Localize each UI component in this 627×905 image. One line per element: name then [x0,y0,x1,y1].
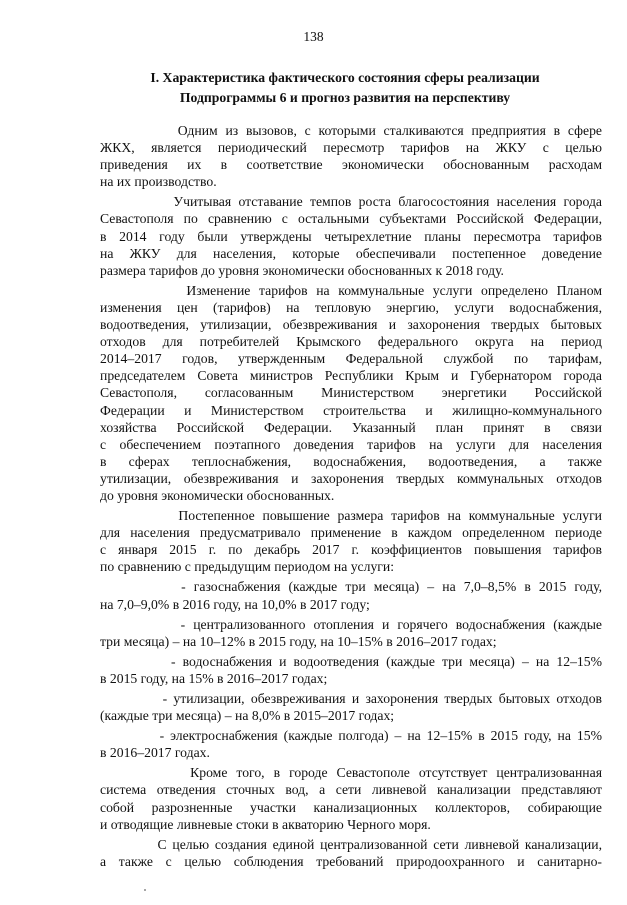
text-line: Кроме того, в городе Севастополе отсутствует централизованная [100,765,602,781]
text-line: - утилизации, обезвреживания и захоронения твердых бытовых отходов [100,691,603,706]
body-paragraph [100,727,602,761]
text-line: а также с целью соблюдения требований природоохранного и санитарно- [100,853,602,869]
text-line: председателем Совета министров Республики Крым и Губернатором города [100,368,602,384]
body-paragraph [100,193,602,278]
text-line: хозяйства Российской Федерации. Указанный план принят в связи [100,419,602,435]
body-paragraph [100,282,602,504]
body-paragraph [100,653,602,687]
text-line: 2014–2017 годов, утвержденным Федеральной службой по тарифам, [100,351,602,367]
text-line: Севастополя, согласованным Министерством энергетики Российской [100,385,602,401]
text-line: по сравнению с предыдущим периодом на услуги: [100,559,395,575]
text-line: до уровня экономически обоснованных. [100,487,335,503]
text-line: приведения их в соответствие экономически обоснованным расходам [100,157,602,173]
text-line: система отведения сточных вод, а сети ливневой канализации представляют [100,782,602,798]
text-line: - централизованного отопления и горячего водоснабжения (каждые [100,616,603,632]
text-line: Учитывая отставание темпов роста благосостояния населения города [100,194,602,210]
text-line: изменения цен (тарифов) на тепловую энергию, услуги водоснабжения, [100,299,602,315]
text-line: отходов для потребителей Крымского федерального округа на период [100,334,602,350]
body-paragraph [100,578,602,612]
text-line: с обеспечением поэтапного доведения тарифов на услуги для населения [100,436,602,452]
text-line: для населения предусматривало применение в каждом определенном периоде [100,525,602,541]
page-number: 138 [303,29,324,44]
section-heading-line: Подпрограммы 6 и прогноз развития на перспективу [179,90,511,105]
text-line: три месяца) – на 10–12% в 2015 году, на 10–15% в 2016–2017 годах; [100,633,497,649]
text-line: - водоснабжения и водоотведения (каждые три месяца) – на 12–15% [100,653,603,669]
body-paragraph [100,507,602,575]
text-line: собой разрозненные участки канализационных коллекторов, собирающие [100,799,602,815]
scan-artifact [144,889,146,891]
text-line: С целью создания единой централизованной сети ливневой канализации, [100,836,602,852]
section-heading-line: I. Характеристика фактического состояния сферы реализации [150,70,540,85]
text-line: Постепенное повышение размера тарифов на коммунальные услуги [100,508,603,524]
text-line: ЖКХ, является периодический пересмотр тарифов на ЖКУ с целью [100,140,602,156]
body-paragraph [100,122,602,190]
body-paragraph [100,690,602,724]
text-line: Одним из вызовов, с которыми сталкиваются предприятия в сфере [100,123,602,138]
text-line: в 2015 году, на 15% в 2016–2017 годах; [100,670,328,686]
text-line: (каждые три месяца) – на 8,0% в 2015–2017 годах; [100,708,395,724]
text-line: утилизации, обезвреживания и захоронения твердых коммунальных отходов [100,470,602,486]
text-line: водоотведения, утилизации, обезвреживания и захоронения твердых бытовых [100,317,602,333]
text-line: - газоснабжения (каждые три месяца) – на 7,0–8,5% в 2015 году, [100,579,602,595]
text-line: с января 2015 г. по декабрь 2017 г. коэффициентов повышения тарифов [100,542,602,558]
text-line: на ЖКУ для населения, которые обеспечивали постепенное доведение [100,245,602,261]
section-heading [100,68,590,108]
text-line: и отводящие ливневые стоки в акваторию Черного моря. [100,816,431,832]
text-line: Федерации и Министерством строительства и жилищно-коммунального [100,402,602,418]
text-line: - электроснабжения (каждые полгода) – на 12–15% в 2015 году, на 15% [100,728,603,744]
body-paragraph [100,616,602,650]
text-line: Севастополя по сравнению с остальными субъектами Российской Федерации, [100,211,602,227]
text-line: на их производство. [100,174,217,190]
text-line: в 2016–2017 годах. [100,745,210,761]
body-paragraph [100,764,602,832]
text-line: в сферах теплоснабжения, водоснабжения, водоотведения, а также [100,453,602,469]
text-line: Изменение тарифов на коммунальные услуги определено Планом [100,282,603,298]
text-line: размера тарифов до уровня экономически обоснованных к 2018 году. [100,262,504,278]
document-body [100,122,602,870]
body-paragraph [100,836,602,870]
text-line: в 2014 году были утверждены четырехлетние планы пересмотра тарифов [100,228,602,244]
text-line: на 7,0–9,0% в 2016 году, на 10,0% в 2017 году; [100,596,370,612]
